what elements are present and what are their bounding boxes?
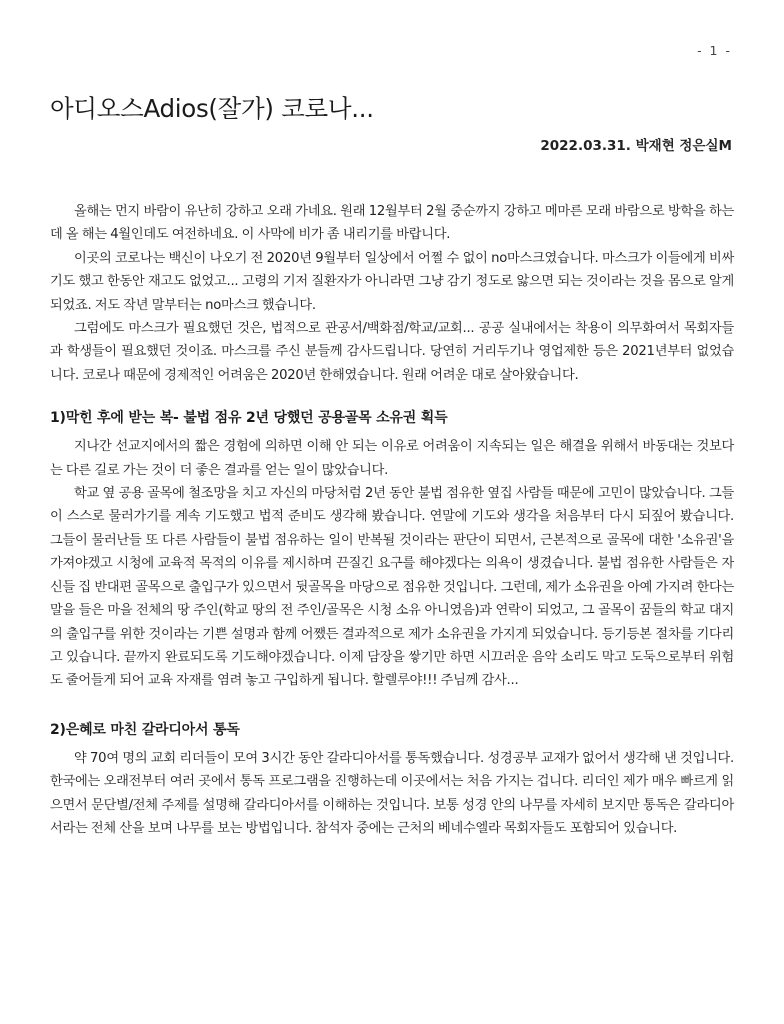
intro-paragraph: 그럼에도 마스크가 필요했던 것은, 법적으로 관공서/백화점/학교/교회... 공공 실내에서는 착용이 의무화여서 목회자들과 학생들이 필요했던 것이죠. 마스크를 주신 분들께 감사드립니다. 당연히 거리두기나 영업제한 등은 2021년부터 없었습니다. 코로나 때문에 경제적인 어려움은 2020년 한해였습니다. 원래 어려운 대로 살아왔습니다. — [50, 321, 734, 383]
intro-paragraph: 올해는 먼지 바람이 유난히 강하고 오래 가네요. 원래 12월부터 2월 중순까지 강하고 메마른 모래 바람으로 방학을 하는데 올 해는 4월인데도 여전하네요. 이 사막에 비가 좀 내리기를 바랍니다. — [50, 204, 734, 243]
document-body — [50, 200, 734, 840]
intro-section — [50, 200, 734, 387]
section-1-paragraph: 학교 옆 공용 골목에 철조망을 치고 자신의 마당처럼 2년 동안 불법 점유한 옆집 사람들 때문에 고민이 많았습니다. 그들이 스스로 물러가기를 계속 기도했고 법적 준비도 생각해 봤습니다. 연말에 기도와 생각을 처음부터 다시 되짚어 봤습니다. 그들이 물러난들 또 다른 사람들이 불법 점유하는 일이 반복될 것이라는 판단이 되면서, 근본적으로 골목에 대한 '소유권'을 가져야겠고 시청에 교육적 목적의 이유를 제시하며 끈질긴 요구를 해야겠다는 의욕이 생겼습니다. 불법 점유한 사람들은 자신들 집 반대편 골목으로 출입구가 있으면서 뒷골목을 마당으로 점유한 것입니다. 그런데, 제가 소유권을 아예 가지려 한다는 말을 들은 마을 전체의 땅 주인(학교 땅의 전 주인/골목은 시청 소유 아니였음)과 연락이 되었고, 그 골목이 꿈들의 학교 대지의 출입구를 위한 것이라는 기쁜 설명과 함께 어쨌든 결과적으로 제가 소유권을 가지게 되었습니다. 등기등본 절차를 기다리고 있습니다. 끝까지 완료되도록 기도해야겠습니다. 이제 담장을 쌓기만 하면 시끄러운 음악 소리도 막고 도둑으로부터 위험도 줄어들게 되어 교육 자재를 염려 놓고 구입하게 됩니다. 할렐루야!!! 주님께 감사... — [50, 486, 734, 689]
page-number: - 1 - — [697, 43, 732, 58]
section-2-heading: 2)은혜로 마친 갈라디아서 통독 — [50, 721, 240, 738]
section-1-heading: 1)막힌 후에 받는 복- 불법 점유 2년 당했던 공용골목 소유권 획득 — [50, 410, 448, 427]
intro-paragraph: 이곳의 코로나는 백신이 나오기 전 2020년 9월부터 일상에서 어쩔 수 없이 no마스크였습니다. 마스크가 이들에게 비싸기도 했고 한동안 재고도 없었고... 고령의 기저 질환자가 아니라면 그냥 감기 정도로 앓으면 되는 것이라는 것을 몸으로 알게 되었죠. 저도 작년 말부터는 no마스크 했습니다. — [50, 250, 734, 313]
section-1-paragraph: 지나간 선교지에서의 짧은 경험에 의하면 이해 안 되는 이유로 어려움이 지속되는 일은 해결을 위해서 바동대는 것보다는 다른 길로 가는 것이 더 좋은 결과를 얻는 일이 많았습니다. — [50, 439, 734, 478]
byline-date-author: 2022.03.31. 박재현 정은실M — [540, 138, 732, 154]
section-2-paragraph: 약 70여 명의 교회 리더들이 모여 3시간 동안 갈라디아서를 통독했습니다. 성경공부 교재가 없어서 생각해 낸 것입니다. 한국에는 오래전부터 여러 곳에서 통독 프로그램을 진행하는데 이곳에서는 처음 가지는 겁니다. 리더인 제가 매우 빠르게 읽으면서 문단별/전체 주제를 설명해 갈라디아서를 이해하는 것입니다. 보통 성경 안의 나무를 자세히 보지만 통독은 갈라디아서라는 전체 산을 보며 나무를 보는 방법입니다. 참석자 중에는 근처의 베네수엘라 목회자들도 포함되어 있습니다. — [50, 750, 734, 836]
section-2 — [50, 719, 734, 841]
section-1 — [50, 407, 734, 692]
document-title: 아디오스Adios(잘가) 코로나... — [50, 94, 374, 123]
